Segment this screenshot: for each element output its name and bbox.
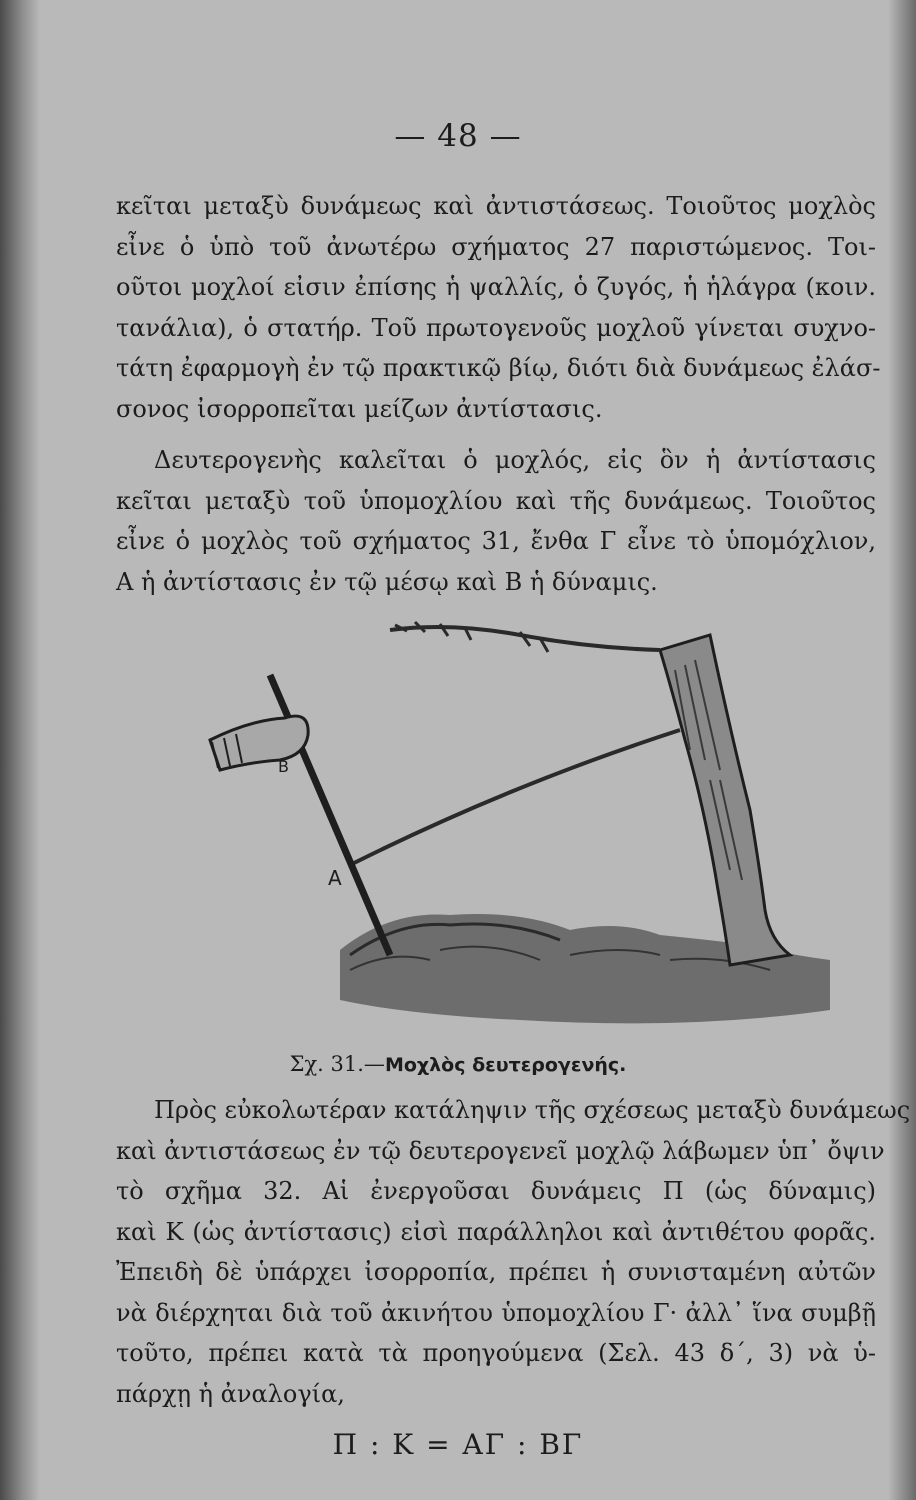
text-line: τάτη ἐφαρμογὴ ἐν τῷ πρακτικῷ βίῳ, διότι διὰ δυνάμεως ἐλάσ-	[116, 354, 881, 382]
paragraph-1	[116, 186, 881, 429]
lever-engraving	[190, 610, 870, 1050]
text-line: τανάλια), ὁ στατήρ. Τοῦ πρωτογενοῦς μοχλοῦ γίνεται συχνο-	[116, 313, 876, 342]
text-line: Δευτερογενὴς καλεῖται ὁ μοχλός, εἰς ὃν ἡ ἀντίστασις	[154, 446, 876, 474]
caption-prefix: Σχ. 31.—	[289, 1052, 385, 1076]
text-line: πάρχῃ ἡ ἀναλογία,	[116, 1379, 345, 1408]
page-shadow-right	[888, 0, 916, 1500]
text-line: εἶνε ὁ μοχλὸς τοῦ σχήματος 31, ἔνθα Γ εἶνε τὸ ὑπομόχλιον,	[116, 527, 876, 555]
text-line: Πρὸς εὐκολωτέραν κατάληψιν τῆς σχέσεως μεταξὺ δυνάμεως	[154, 1096, 911, 1124]
text-line: τοῦτο, πρέπει κατὰ τὰ προηγούμενα (Σελ. 43 δ´, 3) νὰ ὑ-	[116, 1339, 876, 1367]
caption-title: Μοχλὸς δευτερογενής.	[384, 1054, 627, 1076]
paragraph-2	[116, 440, 876, 602]
text-line: οῦτοι μοχλοί εἰσιν ἐπίσης ἡ ψαλλίς, ὁ ζυγός, ἡ ἡλάγρα (κοιν.	[116, 273, 876, 301]
label-b: Β	[278, 757, 289, 776]
paragraph-3	[116, 1090, 911, 1414]
page-shadow-left	[0, 0, 40, 1500]
text-line: Α ἡ ἀντίστασις ἐν τῷ μέσῳ καὶ Β ἡ δύναμις.	[116, 567, 658, 596]
text-line: καὶ Κ (ὡς ἀντίστασις) εἰσὶ παράλληλοι καὶ ἀντιθέτου φορᾶς.	[116, 1217, 876, 1246]
text-line: σονος ἰσορροπεῖται μείζων ἀντίστασις.	[116, 394, 603, 423]
page-number: — 48 —	[394, 118, 522, 154]
text-line: κεῖται μεταξὺ δυνάμεως καὶ ἀντιστάσεως. Τοιοῦτος μοχλὸς	[116, 192, 876, 220]
rope	[350, 730, 680, 865]
text-line: Ἐπειδὴ δὲ ὑπάρχει ἰσορροπία, πρέπει ἡ συνισταμένη αὐτῶν	[116, 1258, 876, 1286]
text-line: κεῖται μεταξὺ τοῦ ὑπομοχλίου καὶ τῆς δυνάμεως. Τοιοῦτος	[116, 486, 876, 515]
figure-caption	[0, 1052, 916, 1076]
text-line: εἶνε ὁ ὑπὸ τοῦ ἀνωτέρω σχήματος 27 παριστώμενος. Τοι-	[116, 232, 876, 261]
text-line: τὸ σχῆμα 32. Αἱ ἐνεργοῦσαι δυνάμεις Π (ὡς δύναμις)	[116, 1177, 876, 1205]
text-line: νὰ διέρχηται διὰ τοῦ ἀκινήτου ὑπομοχλίου Γ· ἀλλ᾽ ἵνα συμβῇ	[116, 1298, 876, 1327]
text-line: καὶ ἀντιστάσεως ἐν τῷ δευτερογενεῖ μοχλῷ λάβωμεν ὑπ᾽ ὄψιν	[116, 1136, 885, 1165]
proportion-formula: Π : Κ = ΑΓ : ΒΓ	[332, 1428, 584, 1461]
label-a: Α	[328, 866, 342, 890]
lever-illustration	[190, 610, 870, 1050]
